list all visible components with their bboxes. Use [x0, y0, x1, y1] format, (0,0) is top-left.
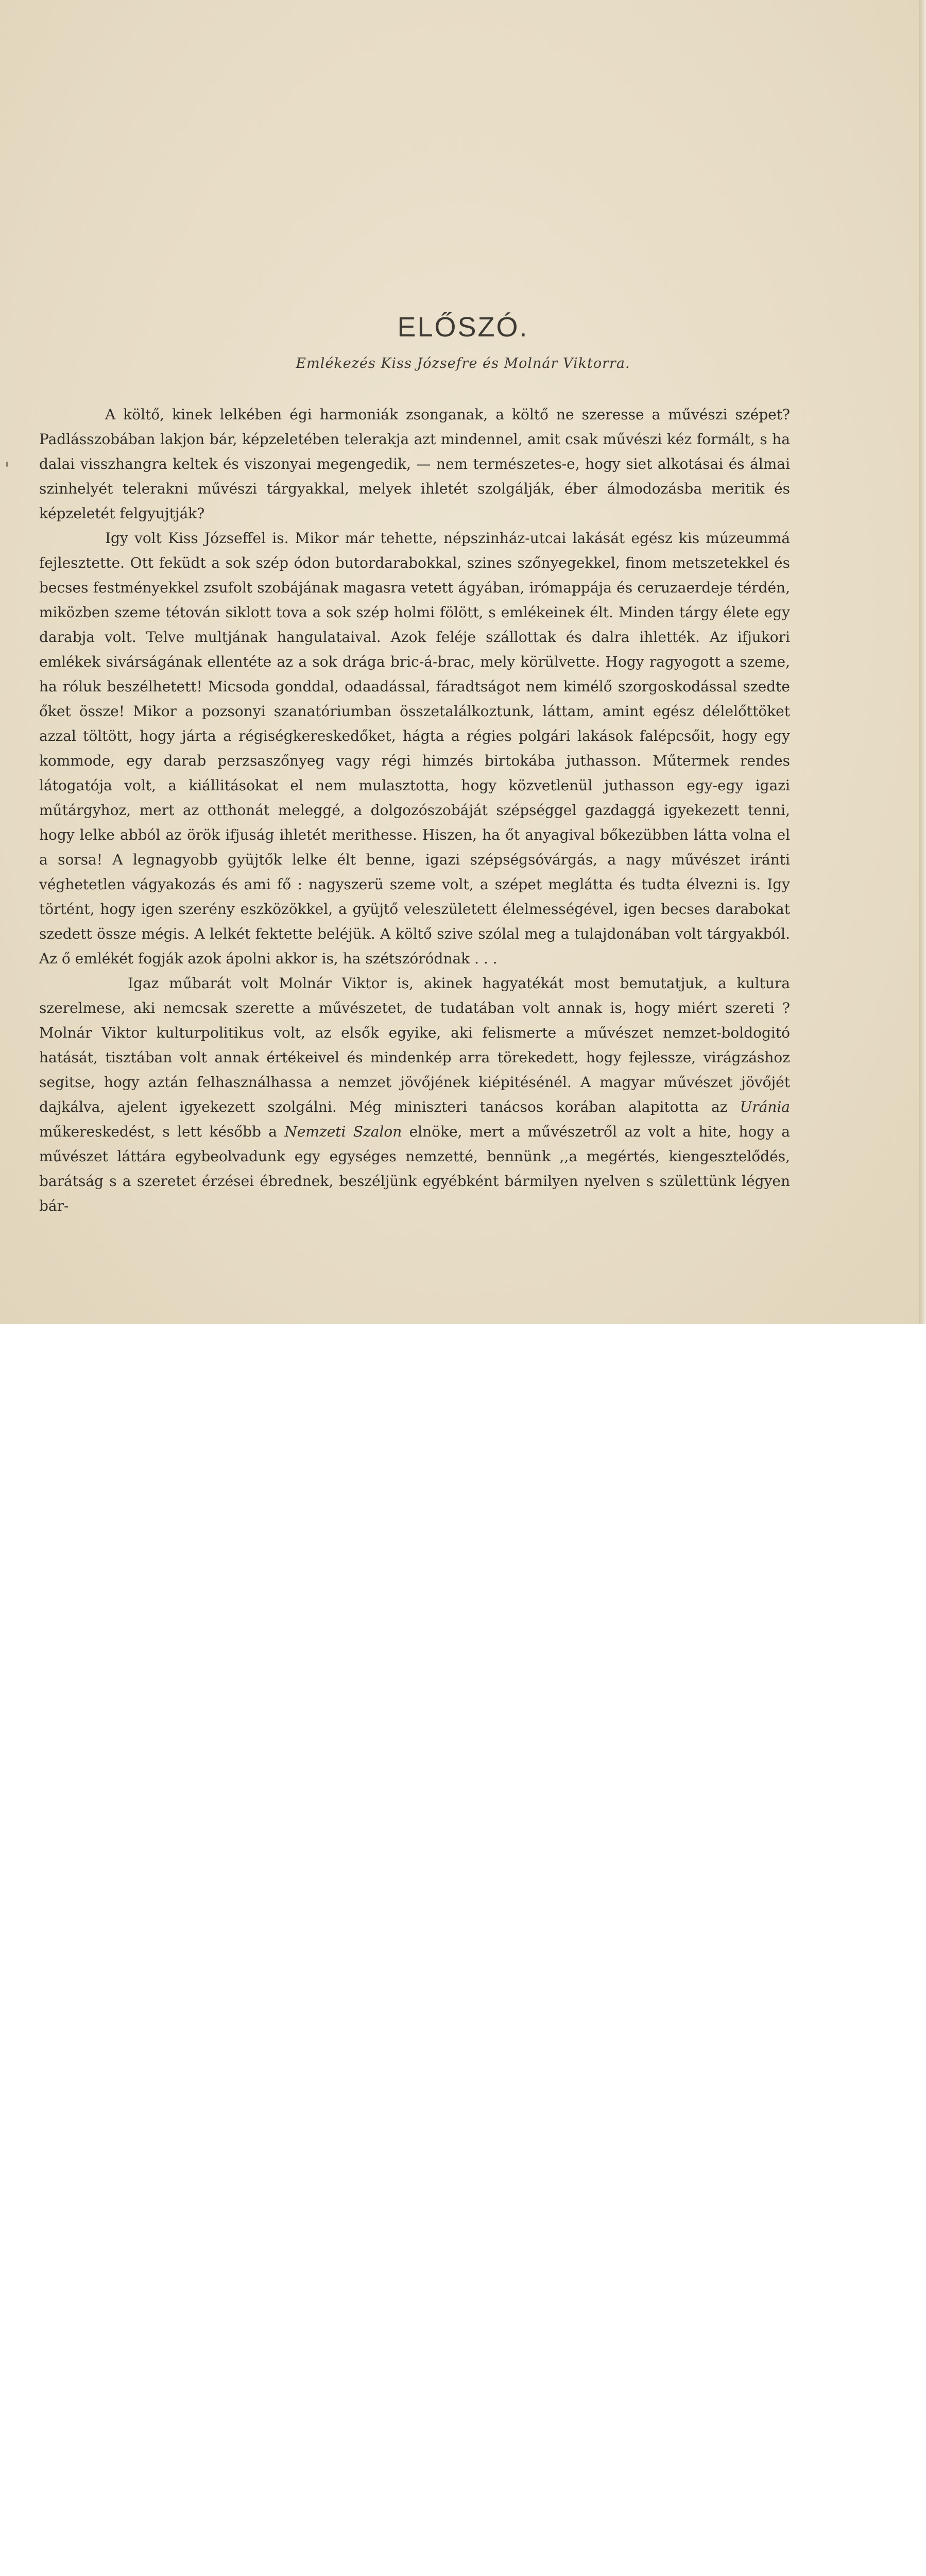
text-run: műkereskedést, s lett később a [39, 1123, 285, 1140]
text-run: A költő, kinek lelkében égi harmoniák zsonganak, a költő ne szeresse a művészi szépet? Padlásszobában lakjon bár, képzeletében telerakja azt mindennel, amit csak művészi kéz formált, s ha dalai visszhangra keltek és viszonyai megengedik, — nem természetes-e, hogy siet alkotásai és álmai szinhelyét telerakni művészi tárgyakkal, melyek ihletét szolgálják, éber álmodozásba meritik és képzeletét felgyujtják? [39, 406, 790, 522]
text-run: Igaz műbarát volt Molnár Viktor is, akinek hagyatékát most bemutatjuk, a kultura szerelmese, aki nemcsak szerette a művészetet, de tudatában volt annak is, hogy miért szereti ? Molnár Viktor kulturpolitikus volt, az elsők egyike, aki felismerte a művészet nemzet-boldogitó hatását, tisztában volt annak értékeivel és mindenkép arra törekedett, hogy fejlessze, virágzáshoz segitse, hogy aztán felhasználhassa a nemzet jövőjének kiépitésénél. A magyar művészet jövőjét dajkálva, ajelent igyekezett szolgálni. Még miniszteri tanácsos korában alapitotta az [39, 975, 790, 1115]
italic-run: Uránia [740, 1098, 790, 1115]
text-run: elnöke, mert a művészetről az volt a hite, hogy a művészet láttára egybeolvadunk egy egységes nemzetté, bennünk ,,a megértés, kiengesztelődés, barátság s a szeretet érzései ébrednek, beszéljünk egyébként bármilyen nyelven s születtünk légyen bár- [39, 1123, 790, 1214]
paragraph-2 [39, 526, 790, 971]
paragraph-1 [39, 402, 790, 526]
page-title: ELŐSZÓ. [397, 312, 529, 343]
page-edge [919, 0, 926, 1324]
page-subtitle: Emlékezés Kiss Józsefre és Molnár Viktorra. [296, 355, 630, 371]
margin-speck [6, 462, 8, 467]
text-run: Igy volt Kiss Józseffel is. Mikor már tehette, népszinház-utcai lakását egész kis múzeummá fejlesztette. Ott feküdt a sok szép ódon butordarabokkal, szines szőnyegekkel, finom metszetekkel és becses festményekkel zsufolt szobájának magasra vetett ágyában, irómappája és ceruzaerdeje térdén, miközben szeme tétován siklott tova a sok szép holmi fölött, s emlékeinek élt. Minden tárgy élete egy darabja volt. Telve multjának hangulataival. Azok feléje szállottak és dalra ihlették. Az ifjukori emlékek sivárságának ellentéte az a sok drága bric-á-brac, mely körülvette. Hogy ragyogott a szeme, ha róluk beszélhetett! Micsoda gonddal, odaadással, fáradtságot nem kimélő szorgoskodással szedte őket össze! Mikor a pozsonyi szanatóriumban összetalálkoztunk, láttam, amint egész délelőttöket azzal töltött, hogy járta a régiségkereskedőket, hágta a régies polgári lakások falépcsőit, hogy egy kommode, egy darab perzsaszőnyeg vagy régi himzés birtokába juthasson. Műtermek rendes látogatója volt, a kiállitásokat el nem mulasztotta, hogy közvetlenül juthasson egy-egy igazi műtárgyhoz, mert az otthonát meleggé, a dolgozószobáját szépséggel gazdaggá igyekezett tenni, hogy lelke abból az örök ifjuság ihletét merithesse. Hiszen, ha őt anyagival bőkezübben látta volna el a sorsa! A legnagyobb gyüjtők lelke élt benne, igazi szépségsóvárgás, a nagy művészet iránti véghetetlen vágyakozás és ami fő : nagyszerü szeme volt, a szépet meglátta és tudta élvezni is. Igy történt, hogy igen szerény eszközökkel, a gyüjtő veleszületett élelmességével, igen becses darabokat szedett össze mégis. A lelkét fektette beléjük. A költő szive szólal meg a tulajdonában volt tárgyakból. Az ő emlékét fogják azok ápolni akkor is, ha szétszóródnak . . . [39, 530, 790, 967]
digitization-footer [0, 1324, 926, 1392]
body-text [39, 402, 790, 1218]
italic-run: Nemzeti Szalon [284, 1123, 402, 1140]
paragraph-3 [39, 971, 790, 1218]
